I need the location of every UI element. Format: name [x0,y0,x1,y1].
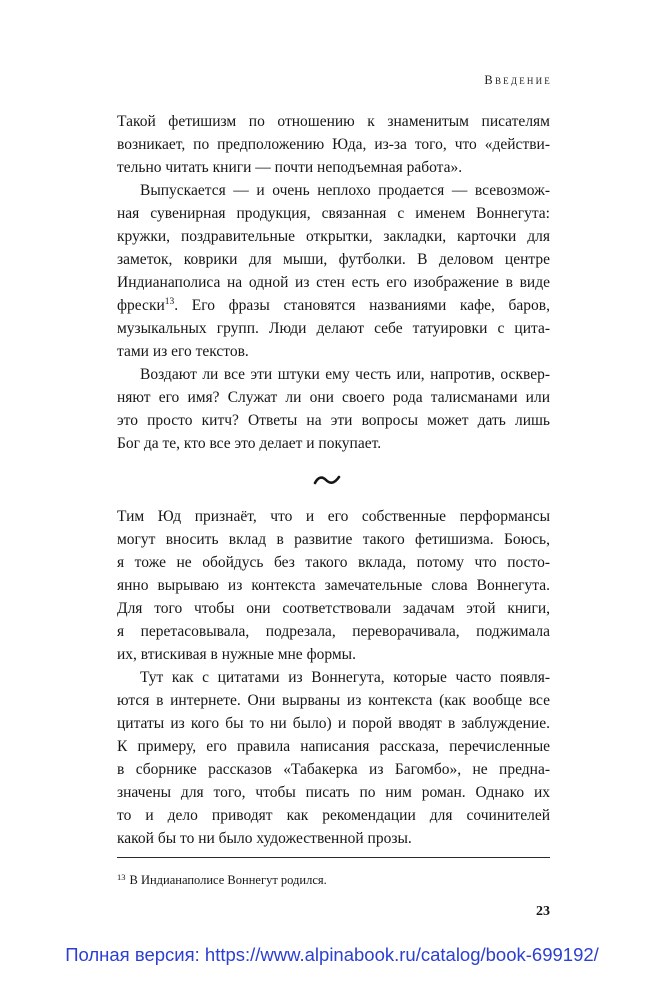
text-line: их, втискивая в нужные мне формы. [117,646,356,663]
text-line: ются в интернете. Они вырваны из контекста (как вообще все [117,692,550,709]
text-line: К примеру, его правила написания рассказа, перечисленные [117,738,550,755]
text-line: в сборнике рассказов «Табакерка из Багомбо», не предна- [117,761,550,778]
paragraph [117,110,550,179]
text-line: то и дело приводят как рекомендации для сочинителей [117,807,550,824]
text-line: заметок, коврики для мыши, футболки. В деловом центре [117,251,550,268]
text-line: Тим Юд признаёт, что и его собственные перформансы [117,508,550,525]
text-line: я перетасовывала, подрезала, переворачивала, поджимала [117,623,550,640]
text-line: кружки, поздравительные открытки, закладки, карточки для [117,228,550,245]
text-line: янно вырываю из контекста замечательные слова Воннегута. [117,577,550,594]
paragraph [117,363,550,455]
text-line: Выпускается — и очень неплохо продается — всевозмож- [140,182,550,199]
text-section [117,505,550,850]
text-line: Тут как с цитатами из Воннегута, которые часто появля- [140,669,550,686]
text-line: ная сувенирная продукция, связанная с именем Воннегута: [117,205,550,222]
footnote-marker: 13 [117,872,126,882]
running-title: Введение [484,73,552,87]
text-line: тельно читать книги — почти неподъемная работа». [117,159,463,176]
paragraph [117,179,550,363]
footnote-divider [117,857,550,858]
page-number: 23 [536,904,550,919]
text-line: тами из его текстов. [117,343,249,360]
text-line: Воздают ли все эти штуки ему честь или, напротив, осквер- [140,366,550,383]
text-line: могут вносить вклад в развитие такого фетишизма. Боюсь, [117,531,550,548]
footnote [117,871,550,890]
text-section [117,110,550,455]
paragraph [117,505,550,666]
text-line: Индианаполиса на одной из стен есть его изображение в виде [117,274,550,291]
footnote-text: В Индианаполисе Воннегут родился. [129,873,327,887]
text-line [117,294,550,317]
text-line: значены для того, чтобы писать по ним роман. Однако их [117,784,550,801]
text-line: Бог да те, кто все это делает и покупает. [117,435,382,452]
tilde-ornament-icon [313,472,341,488]
text-line: возникает, по предположению Юда, из-за того, что «действи- [117,136,550,153]
footnote-reference: 13 [164,297,175,307]
text-fragment: фрески [117,297,165,314]
text-line: я тоже не обойдусь без такого вклада, потому что посто- [117,554,550,571]
text-line: какой бы то ни было художественной прозы. [117,830,412,847]
text-line: Такой фетишизм по отношению к знаменитым писателям [117,113,550,130]
full-version-link[interactable]: Полная версия: https://www.alpinabook.ru/catalog/book-699192/ [65,944,599,965]
text-line: музыкальных групп. Люди делают себе татуировки с цита- [117,320,550,337]
text-fragment: . Его фразы становятся названиями кафе, баров, [174,297,550,314]
text-line: Для того чтобы они соответствовали задачам этой книги, [117,600,550,617]
text-line: цитаты из кого бы то ни было) и порой вводят в заблуждение. [117,715,550,732]
text-line: няют его имя? Служат ли они своего рода талисманами или [117,389,550,406]
text-line: это просто китч? Ответы на эти вопросы может дать лишь [117,412,550,429]
paragraph [117,666,550,850]
